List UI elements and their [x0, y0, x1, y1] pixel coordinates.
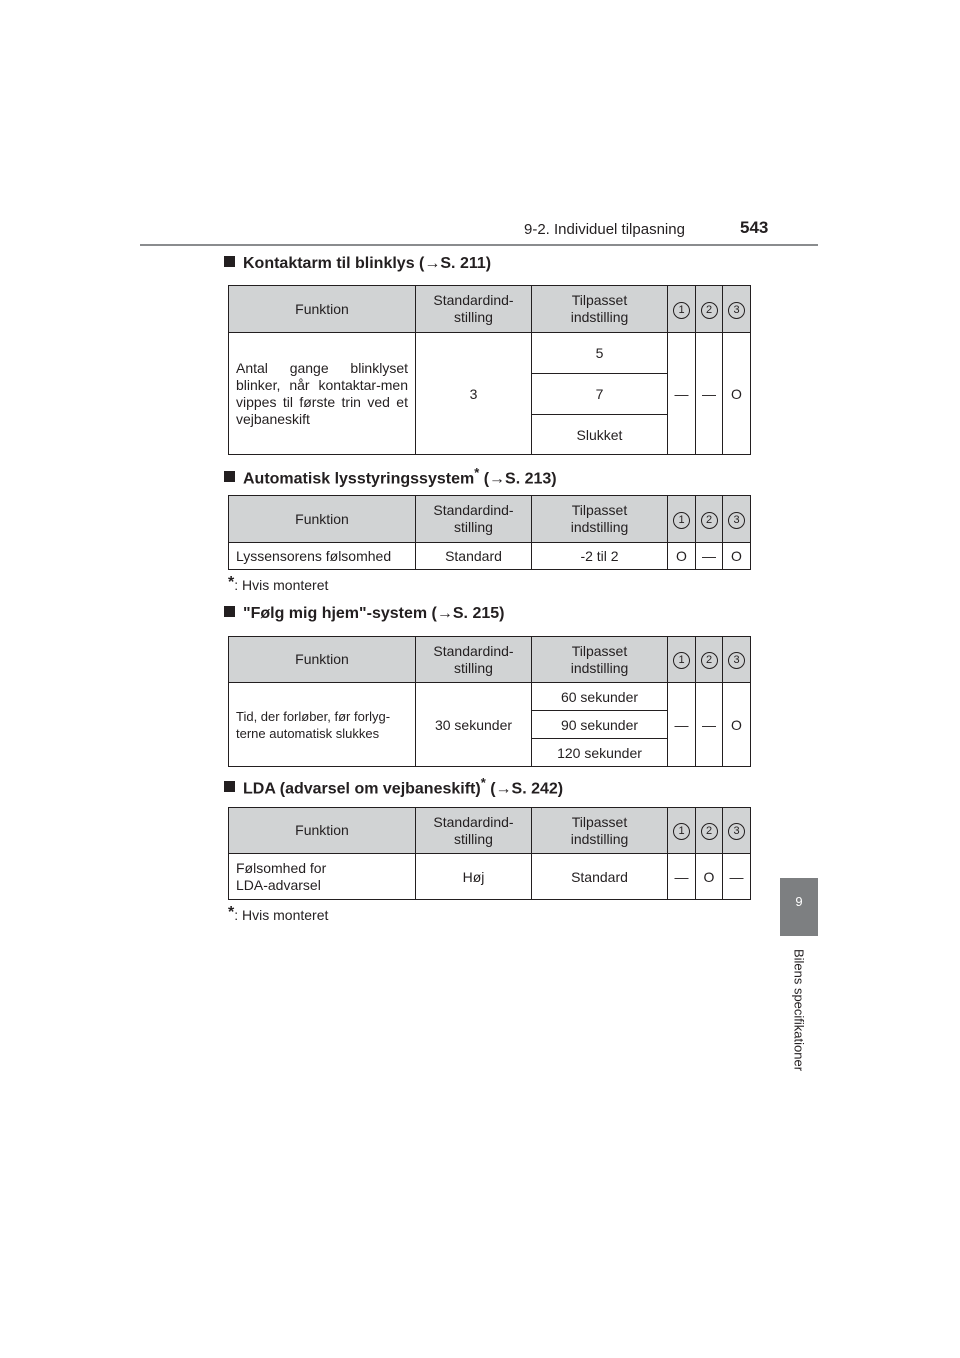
default-cell: 3 — [416, 333, 532, 455]
page-ref-link[interactable]: S. 213) — [505, 470, 557, 488]
footnote-marker: * — [228, 904, 235, 921]
section-heading-auto-light: Automatisk lysstyringssystem* (→S. 213) — [224, 465, 557, 488]
page-ref-link[interactable]: S. 211) — [440, 255, 492, 272]
method-3-cell: O — [723, 333, 751, 455]
arrow-icon: → — [489, 470, 506, 488]
footnote-marker: * — [480, 775, 486, 790]
page-number: 543 — [740, 218, 769, 237]
method-2-cell: — — [696, 683, 723, 767]
default-cell: Høj — [416, 854, 532, 900]
option-cell: 90 sekunder — [532, 711, 668, 739]
col-header-function: Funktion — [229, 286, 416, 333]
arrow-icon: → — [495, 780, 512, 798]
col-header-function: Funktion — [229, 808, 416, 854]
page-ref-link[interactable]: S. 242) — [511, 780, 564, 798]
footnote-marker: * — [474, 465, 480, 480]
circled-2-icon: 2 — [701, 652, 718, 669]
arrow-icon: → — [424, 255, 441, 272]
default-cell: 30 sekunder — [416, 683, 532, 767]
method-3-cell: O — [723, 543, 751, 570]
circled-1-icon: 1 — [673, 302, 690, 319]
section-heading-follow-me-home: "Følg mig hjem"-system (→S. 215) — [224, 605, 504, 623]
col-header-custom: Tilpasset indstilling — [532, 637, 668, 683]
circled-3-icon: 3 — [728, 512, 745, 529]
section-heading-turn-signal: Kontaktarm til blinklys (→S. 211) — [224, 255, 491, 273]
col-header-default: Standardind- stilling — [416, 496, 532, 543]
function-cell: Følsomhed for LDA-advarsel — [229, 854, 416, 900]
arrow-icon: → — [436, 605, 453, 622]
bullet-square-icon — [224, 471, 235, 482]
col-header-custom: Tilpasset indstilling — [532, 808, 668, 854]
col-header-custom: Tilpasset indstilling — [532, 496, 668, 543]
function-cell: Tid, der forløber, før forlyg- terne automatisk slukkes — [229, 683, 416, 767]
col-header-default: Standardind- stilling — [416, 286, 532, 333]
page-ref-link[interactable]: S. 215) — [452, 605, 505, 622]
settings-table-lda — [228, 807, 751, 900]
method-3-cell: O — [723, 683, 751, 767]
option-cell: 120 sekunder — [532, 739, 668, 767]
function-cell: Lyssensorens følsomhed — [229, 543, 416, 570]
option-cell: 7 — [532, 374, 668, 415]
col-header-function: Funktion — [229, 637, 416, 683]
section-title: 9-2. Individuel tilpasning — [524, 221, 685, 238]
col-header-default: Standardind- stilling — [416, 637, 532, 683]
circled-2-icon: 2 — [701, 823, 718, 840]
option-cell: 60 sekunder — [532, 683, 668, 711]
settings-table-follow-me-home — [228, 636, 751, 767]
method-1-cell: — — [668, 683, 696, 767]
bullet-square-icon — [224, 256, 235, 267]
bullet-square-icon — [224, 781, 235, 792]
settings-table-turn-signal — [228, 285, 751, 455]
circled-3-icon: 3 — [728, 652, 745, 669]
default-cell: Standard — [416, 543, 532, 570]
method-1-cell: — — [668, 333, 696, 455]
method-3-cell: — — [723, 854, 751, 900]
method-2-cell: O — [696, 854, 723, 900]
bullet-square-icon — [224, 606, 235, 617]
footnote: *: Hvis monteret — [228, 904, 329, 923]
section-heading-lda: LDA (advarsel om vejbaneskift)* (→S. 242) — [224, 775, 563, 798]
circled-2-icon: 2 — [701, 512, 718, 529]
chapter-tab[interactable] — [780, 878, 818, 936]
function-cell: Antal gange blinklyset blinker, når kontaktar-men vippes til første trin ved et vejbaneskift — [229, 333, 416, 455]
circled-1-icon: 1 — [673, 652, 690, 669]
option-cell: 5 — [532, 333, 668, 374]
chapter-number: 9 — [795, 894, 803, 909]
option-cell: Standard — [532, 854, 668, 900]
option-cell: -2 til 2 — [532, 543, 668, 570]
col-header-default: Standardind- stilling — [416, 808, 532, 854]
col-header-function: Funktion — [229, 496, 416, 543]
settings-table-auto-light — [228, 495, 751, 570]
footnote: *: Hvis monteret — [228, 574, 329, 593]
circled-3-icon: 3 — [728, 823, 745, 840]
method-2-cell: — — [696, 333, 723, 455]
footnote-marker: * — [228, 574, 235, 591]
method-1-cell: O — [668, 543, 696, 570]
col-header-custom: Tilpasset indstilling — [532, 286, 668, 333]
method-1-cell: — — [668, 854, 696, 900]
option-cell: Slukket — [532, 415, 668, 455]
circled-2-icon: 2 — [701, 302, 718, 319]
circled-3-icon: 3 — [728, 302, 745, 319]
header-divider — [140, 244, 818, 246]
method-2-cell: — — [696, 543, 723, 570]
circled-1-icon: 1 — [673, 823, 690, 840]
chapter-label: Bilens specifikationer — [791, 948, 807, 1072]
circled-1-icon: 1 — [673, 512, 690, 529]
